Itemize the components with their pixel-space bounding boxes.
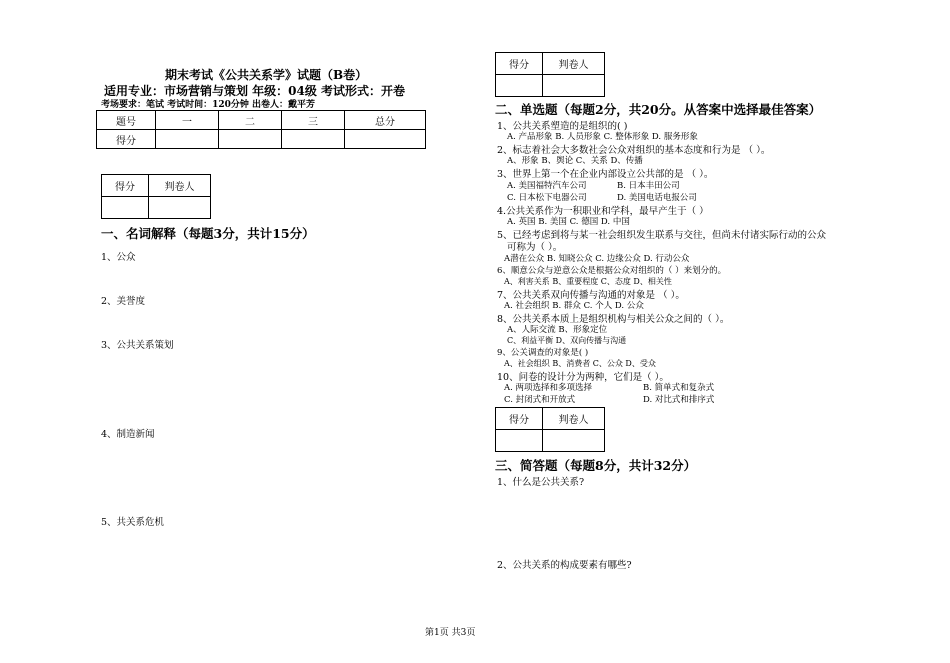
question-4-options: A. 英国 B. 美国 C. 德国 D. 中国 (507, 217, 630, 227)
score-table-header-cell: 题号 (97, 111, 156, 130)
question-3: 3、世界上第一个在企业内部设立公共部的是 （ ）。 (497, 169, 714, 180)
question-4: 4.公共关系作为一积职业和学科，最早产生于（ ） (497, 206, 709, 217)
question-8: 8、公共关系本质上是组织机构与相关公众之间的（ ）。 (497, 314, 730, 325)
score-cell[interactable] (156, 130, 219, 149)
question-6-options: A、利害关系 B、重要程度 C、态度 D、相关性 (504, 277, 672, 286)
question-9-options: A、社会组织 B、消费者 C、公众 D、受众 (504, 359, 656, 368)
section2-heading: 二、单选题（每题2分，共20分。从答案中选择最佳答案） (495, 102, 822, 117)
exam-subtitle: 适用专业：市场营销与策划 年级：04级 考试形式：开卷 (104, 84, 406, 98)
question-9: 9、公关调查的对象是( ) (497, 348, 589, 358)
grader-score-label: 得分 (496, 53, 543, 75)
grader-name-cell[interactable] (149, 197, 211, 219)
question-5: 5、已经考虑到将与某一社会组织发生联系与交往，但尚未付诸实际行动的公众 (497, 230, 827, 241)
section1-item: 5、共关系危机 (101, 517, 165, 528)
section1-item: 3、公共关系策划 (101, 340, 174, 351)
grader-score-cell[interactable] (496, 430, 543, 452)
section1-item: 4、制造新闻 (101, 429, 155, 440)
question-6: 6、顺意公众与逆意公众是根据公众对组织的（ ）来划分的。 (497, 266, 727, 276)
section1-item: 1、公众 (101, 252, 136, 263)
score-cell[interactable] (219, 130, 282, 149)
question-5-options: A潜在公众 B. 知晓公众 C. 边缘公众 D. 行动公众 (504, 254, 690, 264)
question-3-option-c: C. 日本松下电器公司 (507, 193, 587, 203)
question-7-options: A. 社会组织 B. 群众 C. 个人 D. 公众 (504, 301, 644, 311)
grader-table-3 (495, 407, 605, 452)
grader-score-cell[interactable] (496, 75, 543, 97)
question-2: 2、标志着社会大多数社会公众对组织的基本态度和行为是 （ ）。 (497, 145, 771, 156)
grader-score-label: 得分 (496, 408, 543, 430)
score-table-header-cell: 二 (219, 111, 282, 130)
grader-name-label: 判卷人 (149, 175, 211, 197)
question-3-option-a: A. 美国福特汽车公司 (507, 181, 587, 191)
grader-score-cell[interactable] (102, 197, 149, 219)
question-10: 10、问卷的设计分为两种，它们是（ ）。 (497, 372, 669, 383)
score-table-header-cell: 一 (156, 111, 219, 130)
section1-item: 2、美誉度 (101, 296, 146, 307)
question-2-options: A、形象 B、舆论 C、关系 D、传播 (507, 156, 643, 166)
score-table-header-cell: 总分 (345, 111, 426, 130)
question-8-options-ab: A、人际交流 B、形象定位 (507, 325, 608, 335)
question-8-options-cd: C、利益平衡 D、双向传播与沟通 (507, 336, 627, 345)
question-3-option-d: D. 美国电话电报公司 (617, 193, 697, 203)
question-10-option-d: D. 对比式和排序式 (643, 395, 715, 405)
grader-name-label: 判卷人 (543, 53, 605, 75)
question-1-options: A. 产品形象 B. 人员形象 C. 整体形象 D. 服务形象 (507, 132, 698, 142)
score-cell[interactable] (282, 130, 345, 149)
score-table-header-cell: 三 (282, 111, 345, 130)
page-footer: 第1页 共3页 (425, 628, 476, 638)
exam-requirements: 考场要求：笔试 考试时间：120分钟 出卷人：戴平芳 (101, 100, 316, 110)
question-3-option-b: B. 日本丰田公司 (617, 181, 680, 191)
grader-score-label: 得分 (102, 175, 149, 197)
question-7: 7、公共关系双向传播与沟通的对象是 （ ）。 (497, 290, 685, 301)
section1-heading: 一、名词解释（每题3分，共计15分） (101, 226, 315, 241)
question-10-option-b: B. 简单式和复杂式 (643, 383, 715, 393)
question-10-option-a: A. 两项选择和多项选择 (504, 383, 593, 393)
score-row-label: 得分 (97, 130, 156, 149)
grader-table-2 (495, 52, 605, 97)
section3-item: 1、什么是公共关系? (497, 477, 585, 488)
score-table (96, 110, 426, 149)
score-cell[interactable] (345, 130, 426, 149)
grader-name-label: 判卷人 (543, 408, 605, 430)
section3-item: 2、公共关系的构成要素有哪些? (497, 560, 632, 571)
question-5-continued: 可称为（ ）。 (507, 242, 563, 253)
question-10-option-c: C. 封闭式和开放式 (504, 395, 576, 405)
exam-title: 期末考试《公共关系学》试题（B卷） (165, 68, 368, 82)
grader-table-1 (101, 174, 211, 219)
grader-name-cell[interactable] (543, 430, 605, 452)
section3-heading: 三、简答题（每题8分，共计32分） (495, 458, 697, 473)
grader-name-cell[interactable] (543, 75, 605, 97)
question-1: 1、公共关系塑造的是组织的( ) (497, 121, 628, 132)
